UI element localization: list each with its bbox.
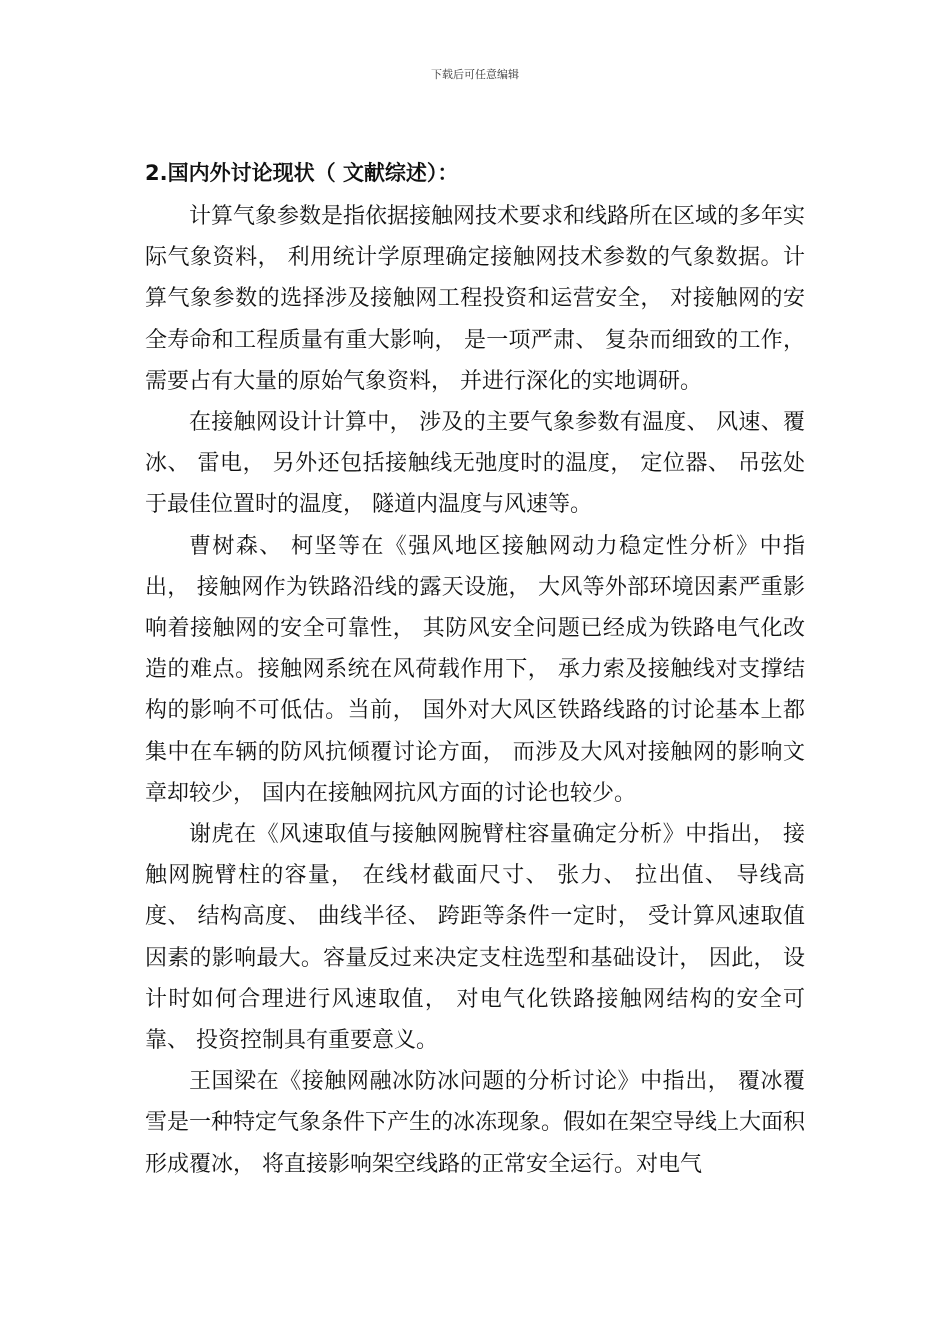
section-heading: 2.国内外讨论现状（ 文献综述）： [145,161,459,185]
paragraph-strong-wind-analysis: 曹树森、 柯坚等在《强风地区接触网动力稳定性分析》中指出， 接触网作为铁路沿线的露天设施， 大风等外部环境因素严重影响着接触网的安全可靠性， 其防风安全问题已经成为铁路电气化改造的难点。接触网系统在风荷载作用下， 承力索及接触线对支撑结构的影响不可低估。当前， 国外对大风区铁路线路的讨论基本上都集中在车辆的防风抗倾覆讨论方面， 而涉及大风对接触网的影响文章却较少， 国内在接触网抗风方面的讨论也较少。 [145,533,805,806]
paragraph-main-parameters: 在接触网设计计算中， 涉及的主要气象参数有温度、 风速、覆冰、 雷电， 另外还包括接触线无弛度时的温度， 定位器、 吊弦处于最佳位置时的温度， 隧道内温度与风速等。 [145,410,805,518]
paragraph-ice-melting: 王国梁在《接触网融冰防冰问题的分析讨论》中指出， 覆冰覆雪是一种特定气象条件下产生的冰冻现象。假如在架空导线上大面积形成覆冰， 将直接影响架空线路的正常安全运行。对电气 [145,1069,806,1177]
paragraph-wind-speed-capacity: 谢虎在《风速取值与接触网腕臂柱容量确定分析》中指出， 接触网腕臂柱的容量， 在线材截面尺寸、 张力、 拉出值、 导线高度、 结构高度、 曲线半径、 跨距等条件一定时， 受计算风速取值因素的影响最大。容量反过来决定支柱选型和基础设计， 因此， 设计时如何合理进行风速取值， 对电气化铁路接触网结构的安全可靠、 投资控制具有重要意义。 [145,822,805,1054]
section-body [145,196,805,1185]
paragraph-meteorological-parameters: 计算气象参数是指依据接触网技术要求和线路所在区域的多年实际气象资料， 利用统计学原理确定接触网技术参数的气象数据。计算气象参数的选择涉及接触网工程投资和运营安全， 对接触网的安全寿命和工程质量有重大影响， 是一项严肃、 复杂而细致的工作， 需要占有大量的原始气象资料， 并进行深化的实地调研。 [145,204,806,394]
page-header-note: 下载后可任意编辑 [431,68,519,81]
